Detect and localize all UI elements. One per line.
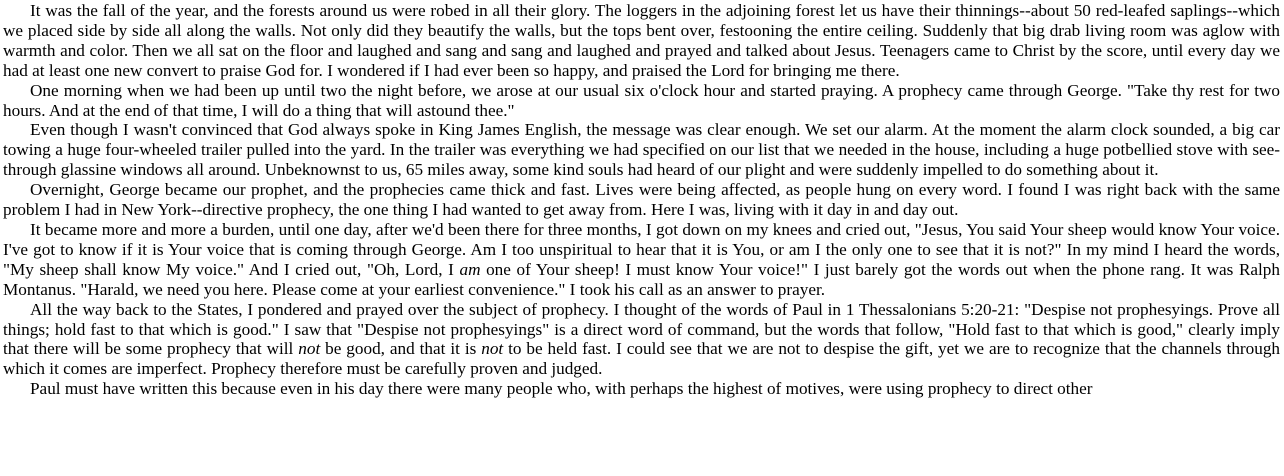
paragraph-text: It was the fall of the year, and the forests around us were robed in all their glory. The loggers in the adjoining forest let us have their thinnings--about 50 red-leafed saplings--which we placed side by side all along the walls. Not only did they beautify the walls, but the tops bent over, festooning the entire ceiling. Suddenly that big drab living room was aglow with warmth and color. Then we all sat on the floor and laughed and sang and sang and laughed and prayed and talked about Jesus. Teenagers came to Christ by the score, until every day we had at least one new convert to praise God for. I wondered if I had ever been so happy, and praised the Lord for bringing me there.	[3, 1, 1280, 80]
paragraph-text: be good, and that it is	[320, 339, 482, 359]
paragraph	[0, 81, 1284, 121]
paragraph	[0, 180, 1284, 220]
paragraph-text: It became more and more a burden, until one day, after we'd been there for three months, I got down on my knees and cried out, "Jesus, You said Your sheep would know Your voice. I've got to know if it is Your voice that is coming through George. Am I too unspiritual to hear that it is You, or am I the only one to see that it is not?" In my mind I heard the words, "My sheep shall know My voice." And I cried out, "Oh, Lord, I	[3, 219, 1280, 279]
paragraph-text: Overnight, George became our prophet, and the prophecies came thick and fast. Lives were being affected, as people hung on every word. I found I was right back with the same problem I had in New York--directive prophecy, the one thing I had wanted to get away from. Here I was, living with it day in and day out.	[3, 180, 1280, 220]
paragraph-text: Even though I wasn't convinced that God always spoke in King James English, the message was clear enough. We set our alarm. At the moment the alarm clock sounded, a big car towing a huge four-wheeled trailer pulled into the yard. In the trailer was everything we had specified on our list that we needed in the house, including a huge potbellied stove with see-through glassine windows all around. Unbeknownst to us, 65 miles away, some kind souls had heard of our plight and were suddenly impelled to do something about it.	[3, 120, 1280, 180]
paragraph	[0, 220, 1284, 300]
paragraph-text: All the way back to the States, I pondered and prayed over the subject of prophecy. I thought of the words of Paul in 1 Thessalonians 5:20-21: "Despise not prophesyings. Prove all things; hold fast to that which is good." I saw that "Despise not prophesyings" is a direct word of command, but the words that follow, "Hold fast to that which is good," clearly imply that there will be some prophecy that will	[3, 299, 1280, 359]
paragraph	[0, 120, 1284, 180]
emphasis-text: am	[459, 259, 481, 279]
paragraph-text: to be held fast. I could see that we are not to despise the gift, yet we are to recognize that the channels through which it comes are imperfect. Prophecy therefore must be carefully proven and judged.	[3, 339, 1281, 379]
paragraph-text: one of Your sheep! I must know Your voice!" I just barely got the words out when the phone rang. It was Ralph Montanus. "Harald, we need you here. Please come at your earliest convenience." I took his call as an answer to prayer.	[3, 259, 1280, 299]
paragraph	[0, 379, 1284, 399]
paragraph-text: One morning when we had been up until two the night before, we arose at our usual six o'clock hour and started praying. A prophecy came through George. "Take thy rest for two hours. And at the end of that time, I will do a thing that will astound thee."	[3, 80, 1280, 120]
emphasis-text: not	[481, 339, 504, 359]
paragraph	[0, 1, 1284, 81]
emphasis-text: not	[298, 339, 321, 359]
paragraph-text: Paul must have written this because even in his day there were many people who, with perhaps the highest of motives, were using prophecy to direct other	[30, 379, 1093, 399]
paragraph	[0, 300, 1284, 380]
